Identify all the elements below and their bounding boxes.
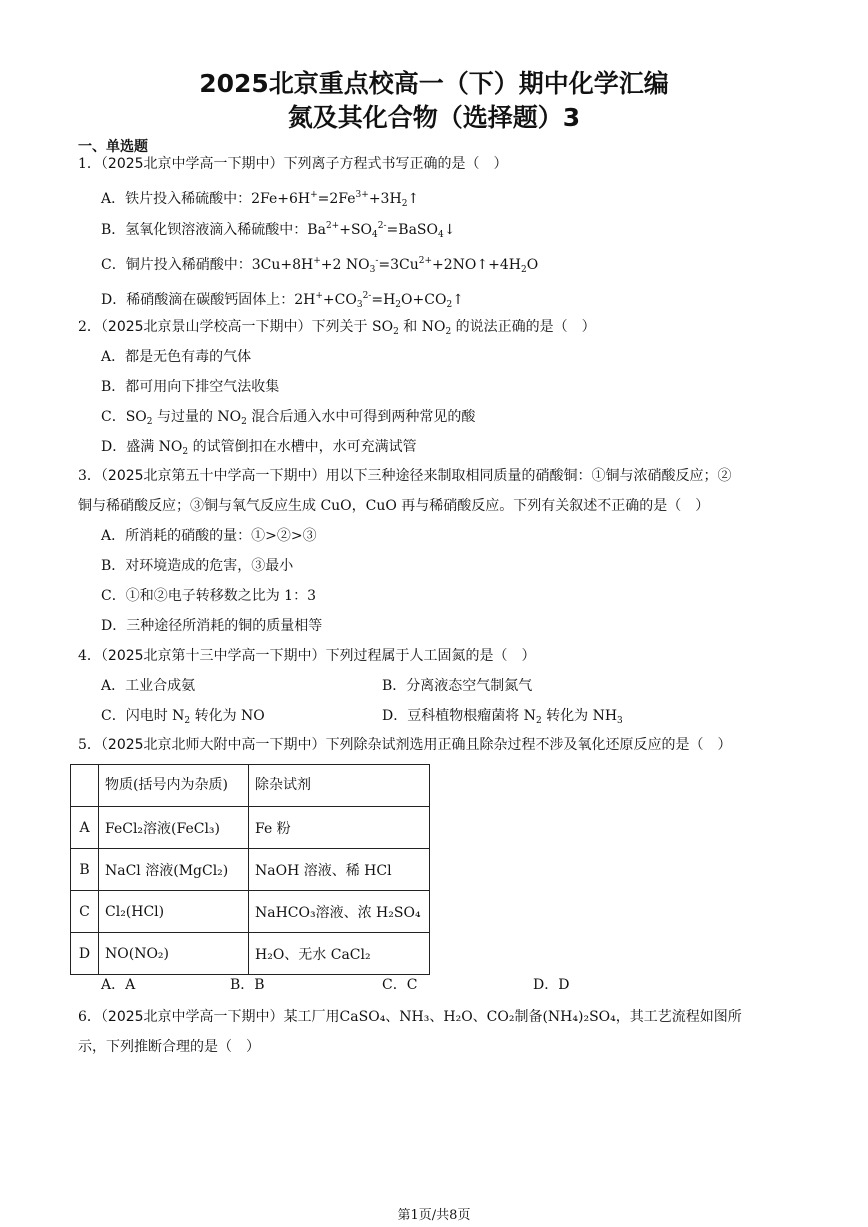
table-header-cell <box>71 765 99 807</box>
table-cell: NaHCO₃溶液、浓 H₂SO₄ <box>249 891 430 933</box>
question-5-table <box>70 764 430 975</box>
question-1-stem: 1．（2025北京中学高一下期中）下列离子方程式书写正确的是（ ） <box>78 156 508 172</box>
table-cell: Fe 粉 <box>249 807 430 849</box>
question-1-option-a: A．铁片投入稀硫酸中：$2Fe+6H^+=2Fe^{3+}+3H_2↑$ <box>101 190 420 209</box>
question-5-option-c: C．C <box>382 977 418 993</box>
table-cell: Cl₂(HCl) <box>99 891 249 933</box>
question-3-stem-line1: 3．（2025北京第五十中学高一下期中）用以下三种途径来制取相同质量的硝酸铜：①铜与浓硝酸反应；② <box>78 468 732 484</box>
table-cell: A <box>71 807 99 849</box>
table-cell: NaCl 溶液(MgCl₂) <box>99 849 249 891</box>
question-1-option-d: D．稀硝酸滴在碳酸钙固体上：$2H^++CO_3^{2-}=H_2O+CO_2↑$ <box>101 291 464 310</box>
question-6-stem-line2: 示，下列推断合理的是（ ） <box>78 1039 260 1055</box>
question-4-option-d: D．豆科植物根瘤菌将 $N_2$ 转化为 $NH_3$ <box>382 708 623 726</box>
document-subtitle: 氮及其化合物（选择题）3 <box>287 103 581 132</box>
question-4-option-a: A．工业合成氨 <box>101 678 196 694</box>
question-2-option-b: B．都可用向下排空气法收集 <box>101 379 280 395</box>
question-1-option-c: C．铜片投入稀硝酸中：3Cu+8H++2 $NO_3^-=3Cu^{2+}+2NO↑+4H_2O$ <box>101 256 539 275</box>
question-3-option-b: B．对环境造成的危害，③最小 <box>101 558 294 574</box>
question-5-option-a: A．A <box>101 977 136 993</box>
table-row <box>71 849 430 891</box>
table-cell: FeCl₂溶液(FeCl₃) <box>99 807 249 849</box>
table-row <box>71 807 430 849</box>
question-2-option-c: C．$SO_2$ 与过量的 $NO_2$ 混合后通入水中可得到两种常见的酸 <box>101 409 476 427</box>
table-cell: B <box>71 849 99 891</box>
page-number: 第1页/共8页 <box>397 1208 471 1223</box>
question-3-stem-line2: 铜与稀硝酸反应；③铜与氧气反应生成 CuO，CuO 再与稀硝酸反应。下列有关叙述不正确的是（ ） <box>78 498 710 514</box>
question-5-stem: 5．（2025北京北师大附中高一下期中）下列除杂试剂选用正确且除杂过程不涉及氧化还原反应的是（ ） <box>78 737 732 753</box>
question-3-option-d: D．三种途径所消耗的铜的质量相等 <box>101 618 323 634</box>
question-4-option-b: B．分离液态空气制氮气 <box>382 678 533 694</box>
question-4-option-c: C．闪电时 $N_2$ 转化为 NO <box>101 708 265 726</box>
question-1-option-b: B．氢氧化钡溶液滴入稀硫酸中：$Ba^{2+}+SO_4^{2-}=BaSO_4↓$ <box>101 221 456 240</box>
table-row <box>71 933 430 975</box>
table-cell: D <box>71 933 99 975</box>
question-2-option-d: D．盛满 $NO_2$ 的试管倒扣在水槽中，水可充满试管 <box>101 439 417 457</box>
table-cell: NaOH 溶液、稀 HCl <box>249 849 430 891</box>
section-heading: 一、单选题 <box>78 139 148 155</box>
question-3-option-a: A．所消耗的硝酸的量：①>②>③ <box>101 528 317 544</box>
table-header-cell: 除杂试剂 <box>249 765 430 807</box>
table-cell: NO(NO₂) <box>99 933 249 975</box>
document-title: 2025北京重点校高一（下）期中化学汇编 <box>199 69 669 98</box>
question-4-stem: 4．（2025北京第十三中学高一下期中）下列过程属于人工固氮的是（ ） <box>78 648 536 664</box>
question-6-stem-line1: 6．（2025北京中学高一下期中）某工厂用CaSO₄、NH₃、H₂O、CO₂制备(NH₄)₂SO₄，其工艺流程如图所 <box>78 1009 742 1025</box>
question-3-option-c: C．①和②电子转移数之比为 1：3 <box>101 588 316 604</box>
question-5-option-b: B．B <box>230 977 265 993</box>
table-header-row <box>71 765 430 807</box>
question-5-option-d: D．D <box>533 977 570 993</box>
question-2-option-a: A．都是无色有毒的气体 <box>101 349 252 365</box>
table-cell: C <box>71 891 99 933</box>
table-row <box>71 891 430 933</box>
question-2-stem: 2．（2025北京景山学校高一下期中）下列关于 $SO_2$ 和 $NO_2$ 的说法正确的是（ ） <box>78 319 596 337</box>
table-cell: H₂O、无水 CaCl₂ <box>249 933 430 975</box>
table-header-cell: 物质(括号内为杂质) <box>99 765 249 807</box>
